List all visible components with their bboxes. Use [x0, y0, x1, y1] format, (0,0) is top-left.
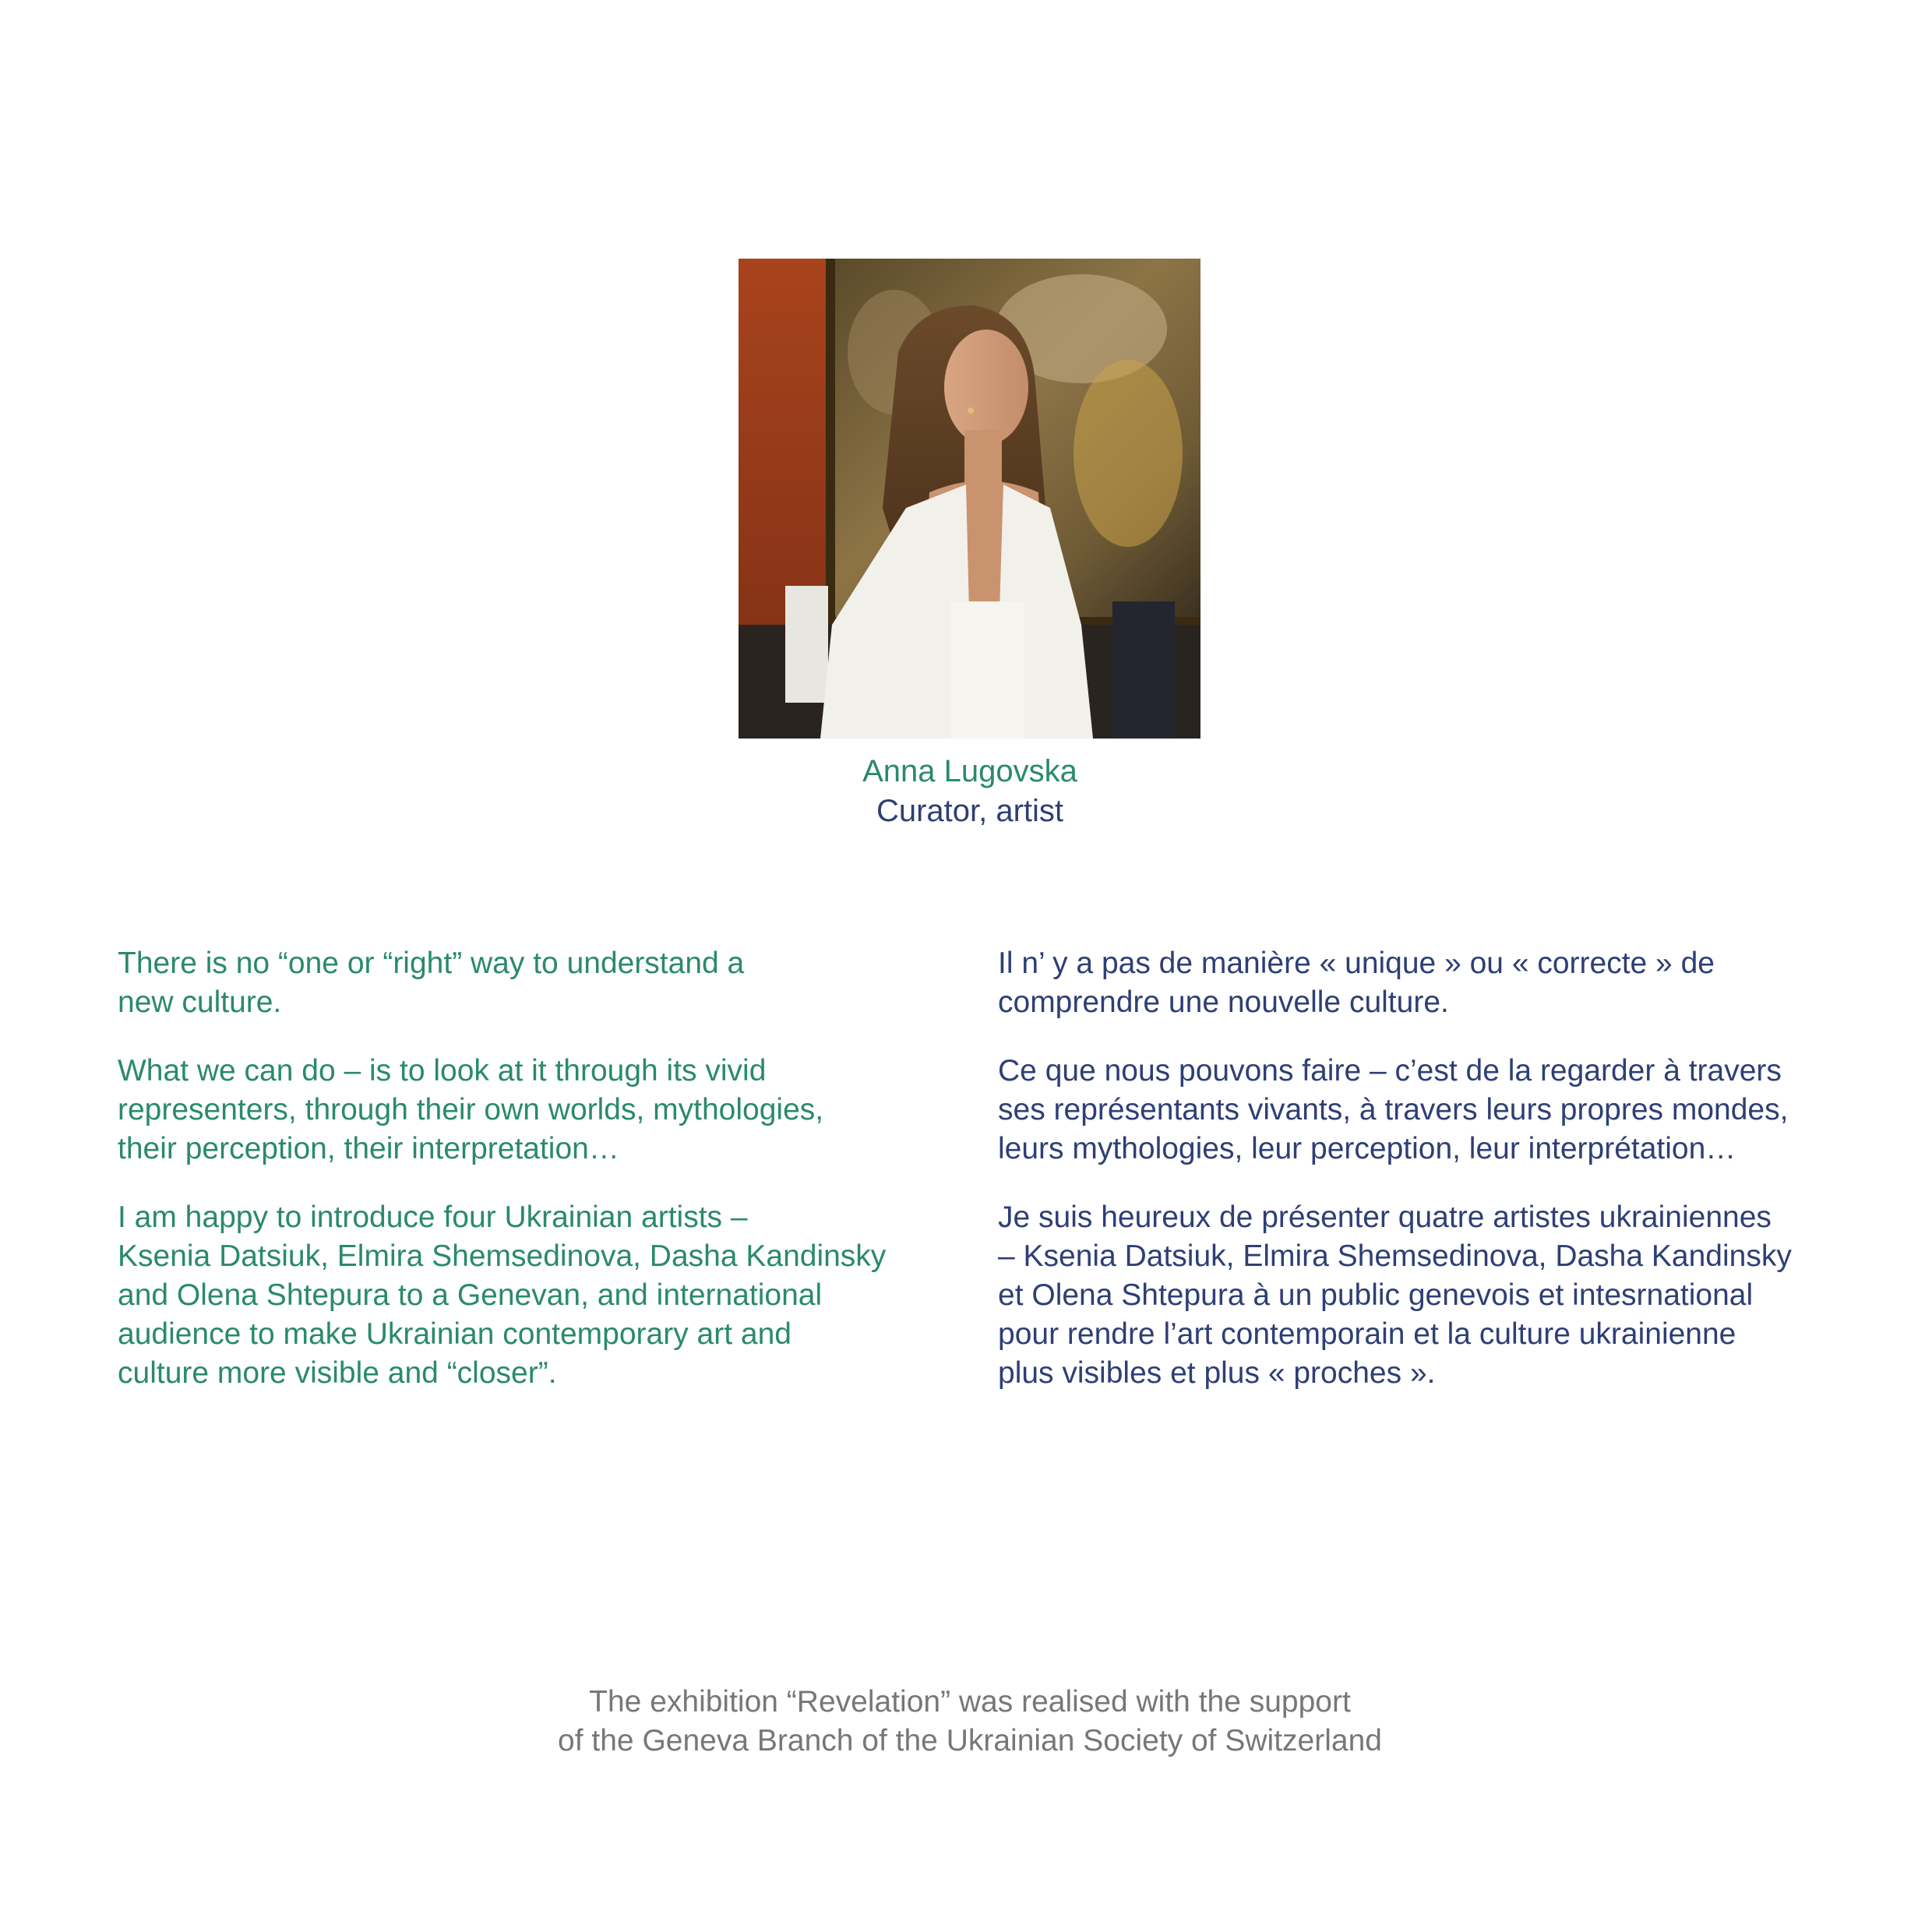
english-paragraph: What we can do – is to look at it through its vivid representers, through their own worlds, mythologies, their perception, their interpretation…	[118, 1054, 824, 1165]
curator-role: Curator, artist	[876, 794, 1064, 828]
english-paragraph: I am happy to introduce four Ukrainian artists – Ksenia Datsiuk, Elmira Shemsedinova, Dasha Kandinsky and Olena Shtepura to a Genevan, and international audience to make Ukrainian contemporary art and culture more visible and “closer”.	[118, 1200, 887, 1390]
french-text-column	[998, 944, 1894, 1423]
portrait-photo	[739, 259, 1200, 739]
support-footer: The exhibition “Revelation” was realised with the support of the Geneva Branch of the Ukrainian Society of Switzerland	[558, 1685, 1382, 1757]
french-paragraph: Ce que nous pouvons faire – c’est de la regarder à travers ses représentants vivants, à travers leurs propres mondes, leurs mythologies, leur perception, leur interprétation…	[998, 1054, 1789, 1165]
french-paragraph: Il n’ y a pas de manière « unique » ou « correcte » de comprendre une nouvelle culture.	[998, 947, 1715, 1019]
english-paragraph: There is no “one or “right” way to understand a new culture.	[118, 947, 745, 1019]
french-paragraph: Je suis heureux de présenter quatre artistes ukrainiennes – Ksenia Datsiuk, Elmira Shemsedinova, Dasha Kandinsky et Olena Shtepura à un public genevois et intesrnational pour rendre l’art contemporain et la culture ukrainienne plus visibles et plus « proches ».	[998, 1200, 1792, 1390]
curator-name: Anna Lugovska	[862, 754, 1077, 788]
english-text-column	[118, 944, 959, 1423]
